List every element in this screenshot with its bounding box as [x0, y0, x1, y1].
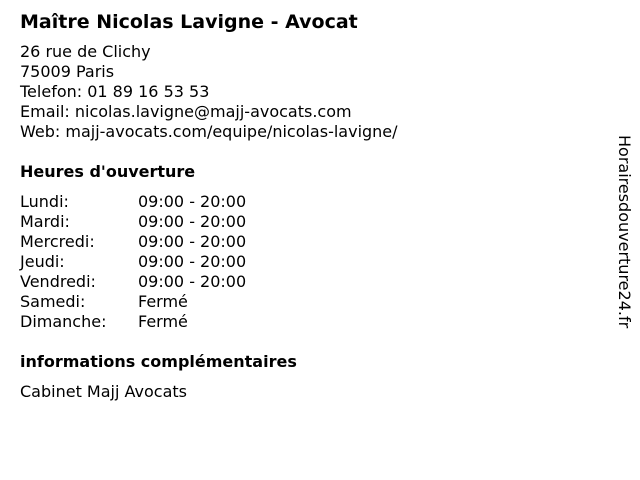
phone-number: Telefon: 01 89 16 53 53	[20, 82, 210, 101]
hours-heading: Heures d'ouverture	[20, 162, 196, 181]
time-value: 09:00 - 20:00	[138, 192, 247, 211]
address-block	[20, 42, 600, 142]
day-label: Samedi:	[20, 292, 86, 311]
hours-row-mardi	[20, 212, 600, 232]
hours-row-jeudi	[20, 252, 600, 272]
day-label: Mercredi:	[20, 232, 95, 251]
day-label: Lundi:	[20, 192, 69, 211]
website-address: Web: majj-avocats.com/equipe/nicolas-lavigne/	[20, 122, 398, 141]
hours-row-dimanche	[20, 312, 600, 332]
time-value: 09:00 - 20:00	[138, 232, 247, 251]
hours-row-mercredi	[20, 232, 600, 252]
day-label: Jeudi:	[20, 252, 65, 271]
hours-row-vendredi	[20, 272, 600, 292]
listing-card	[20, 10, 600, 402]
extra-info-heading: informations complémentaires	[20, 352, 297, 371]
city-postal: 75009 Paris	[20, 62, 115, 81]
time-value: 09:00 - 20:00	[138, 252, 247, 271]
time-value: 09:00 - 20:00	[138, 272, 247, 291]
street-address: 26 rue de Clichy	[20, 42, 151, 61]
day-label: Dimanche:	[20, 312, 107, 331]
hours-row-samedi	[20, 292, 600, 312]
brand-watermark: Horairesdouverture24.fr	[615, 135, 634, 329]
time-value: Fermé	[138, 312, 188, 331]
time-value: 09:00 - 20:00	[138, 212, 247, 231]
hours-table	[20, 192, 600, 332]
hours-row-lundi	[20, 192, 600, 212]
extra-info-text: Cabinet Majj Avocats	[20, 382, 187, 401]
email-address: Email: nicolas.lavigne@majj-avocats.com	[20, 102, 352, 121]
day-label: Mardi:	[20, 212, 70, 231]
time-value: Fermé	[138, 292, 188, 311]
page-title: Maître Nicolas Lavigne - Avocat	[20, 11, 358, 33]
day-label: Vendredi:	[20, 272, 96, 291]
